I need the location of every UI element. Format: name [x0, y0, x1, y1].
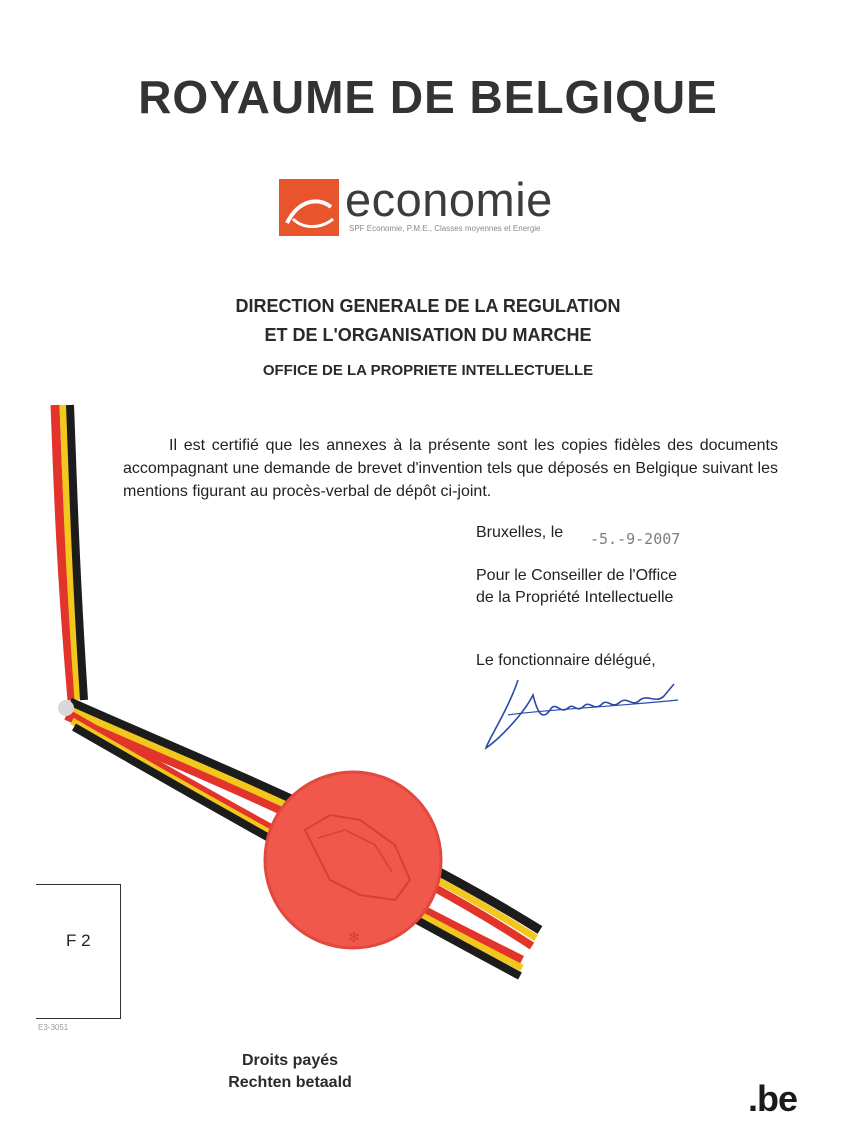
ribbon-vertical [55, 405, 84, 700]
date-stamp: -5.-9-2007 [590, 530, 681, 548]
official-label: Le fonctionnaire délégué, [476, 652, 656, 669]
councillor-line1: Pour le Conseiller de l'Office [476, 567, 678, 584]
department-heading-line2: ET DE L'ORGANISATION DU MARCHE [264, 325, 592, 345]
logo-subtitle: SPF Economie, P.M.E., Classes moyennes et Energie [349, 224, 541, 233]
be-domain-logo: .be [748, 1078, 798, 1119]
logo-wordmark: economie [345, 173, 553, 226]
certification-paragraph: Il est certifié que les annexes à la présente sont les copies fidèles des documents accompagnant une demande de brevet d'invention tels que déposés en Belgique suivant les mentions figurant au procès-verbal de dépôt ci-joint. [123, 437, 778, 500]
form-code-box [36, 884, 121, 1019]
fees-paid-fr: Droits payés [241, 1052, 339, 1069]
councillor-line2: de la Propriété Intellectuelle [476, 589, 674, 606]
office-heading: OFFICE DE LA PROPRIETE INTELLECTUELLE [262, 362, 594, 379]
form-number: E3-3051 [38, 1023, 69, 1032]
svg-text:✻: ✻ [348, 930, 360, 946]
fees-paid-nl: Rechten betaald [228, 1074, 352, 1091]
place-label: Bruxelles, le [476, 524, 564, 541]
wax-seal [265, 772, 441, 948]
page-title: ROYAUME DE BELGIQUE [138, 71, 718, 123]
department-heading-line1: DIRECTION GENERALE DE LA REGULATION [235, 296, 621, 316]
handwritten-signature [478, 670, 698, 760]
ribbon-knot [58, 700, 74, 716]
economie-logo-icon [279, 179, 339, 236]
form-code: F 2 [66, 931, 91, 950]
